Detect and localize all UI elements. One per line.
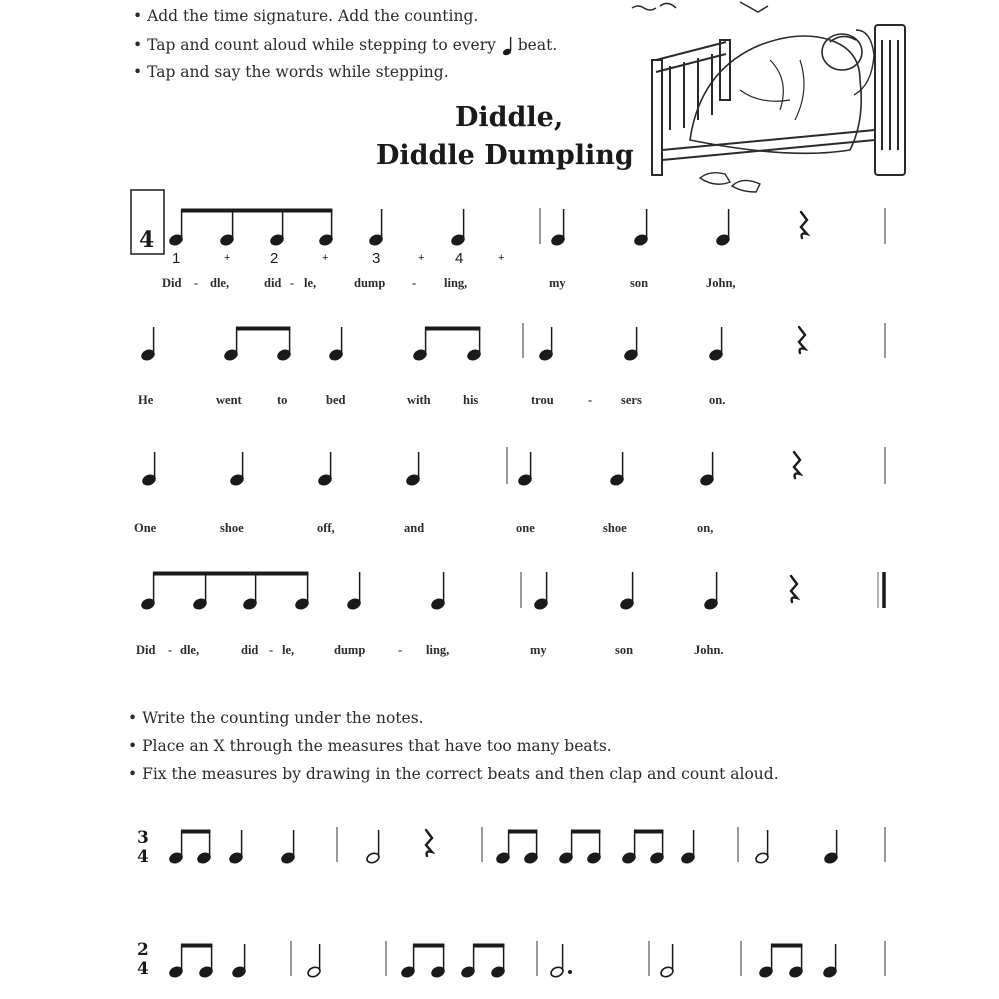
lyric-word: bed xyxy=(326,393,346,407)
lyric-word: dump xyxy=(354,276,386,290)
instruction-tap-count-text: • Tap and count aloud while stepping to every xyxy=(133,36,496,54)
lyric-word: John. xyxy=(694,643,724,657)
dot xyxy=(568,970,572,974)
lyric-word: to xyxy=(277,393,288,407)
lyric-word: trou xyxy=(531,393,554,407)
count-and-1: + xyxy=(224,252,231,264)
lyric-word: did xyxy=(241,643,259,657)
lyric-word: dump xyxy=(334,643,366,657)
lyric-word: on, xyxy=(697,521,714,535)
lyric-word: off, xyxy=(317,521,335,535)
quarter-rest xyxy=(794,452,800,478)
lyric-word: with xyxy=(407,393,431,407)
instruction-tap-words: • Tap and say the words while stepping. xyxy=(133,63,449,81)
lyric-word: my xyxy=(549,276,566,290)
quarter-rest xyxy=(791,576,797,602)
song-title-line2: Diddle Dumpling xyxy=(376,140,634,171)
exercise2-time-top: 2 xyxy=(137,940,149,960)
count-2: 2 xyxy=(270,250,279,267)
lyric-hyphen: - xyxy=(412,276,417,290)
lyric-word: son xyxy=(615,643,634,657)
lyric-word: shoe xyxy=(603,521,627,535)
instruction-beat-text: beat. xyxy=(517,36,558,54)
lyric-word: did xyxy=(264,276,282,290)
count-and-4: + xyxy=(498,252,505,264)
lyric-word: ling, xyxy=(426,643,450,657)
exercise1-time-bottom: 4 xyxy=(137,847,149,867)
lyric-word: and xyxy=(404,521,425,535)
lyric-hyphen: - xyxy=(398,643,403,657)
count-1: 1 xyxy=(172,250,181,267)
lyric-word: son xyxy=(630,276,649,290)
lyric-hyphen: - xyxy=(194,276,199,290)
instruction-write-counting: • Write the counting under the notes. xyxy=(128,709,424,727)
exercise2-time-bottom: 4 xyxy=(137,959,149,979)
lyric-word: dle, xyxy=(210,276,230,290)
lyric-word: my xyxy=(530,643,547,657)
song-title-line1: Diddle, xyxy=(455,102,564,133)
quarter-rest xyxy=(426,830,432,856)
lyric-hyphen: - xyxy=(290,276,295,290)
instruction-fix-measures: • Fix the measures by drawing in the correct beats and then clap and count aloud. xyxy=(128,765,779,783)
lyric-word: one xyxy=(516,521,535,535)
count-4: 4 xyxy=(455,250,464,267)
lyric-word: John, xyxy=(706,276,736,290)
lyric-word: his xyxy=(463,393,479,407)
lyric-hyphen: - xyxy=(269,643,274,657)
lyric-word: One xyxy=(134,521,157,535)
lyric-hyphen: - xyxy=(588,393,593,407)
count-and-3: + xyxy=(418,252,425,264)
quarter-rest xyxy=(801,212,807,238)
lyric-word: He xyxy=(138,393,154,407)
lyric-word: on. xyxy=(709,393,726,407)
quarter-rest xyxy=(799,327,805,353)
instruction-add-time-signature: • Add the time signature. Add the counting. xyxy=(133,7,479,25)
exercise1-time-top: 3 xyxy=(137,828,149,848)
lyric-word: Did xyxy=(162,276,182,290)
lyric-word: ling, xyxy=(444,276,468,290)
lyric-word: le, xyxy=(282,643,295,657)
lyric-word: dle, xyxy=(180,643,200,657)
lyric-hyphen: - xyxy=(168,643,173,657)
lyric-word: le, xyxy=(304,276,317,290)
lyric-word: sers xyxy=(621,393,642,407)
time-signature-top: 4 xyxy=(139,227,155,253)
count-and-2: + xyxy=(322,252,329,264)
lyric-word: Did xyxy=(136,643,156,657)
lyric-word: shoe xyxy=(220,521,244,535)
instruction-place-x: • Place an X through the measures that have too many beats. xyxy=(128,737,612,755)
count-3: 3 xyxy=(372,250,381,267)
lyric-word: went xyxy=(216,393,242,407)
